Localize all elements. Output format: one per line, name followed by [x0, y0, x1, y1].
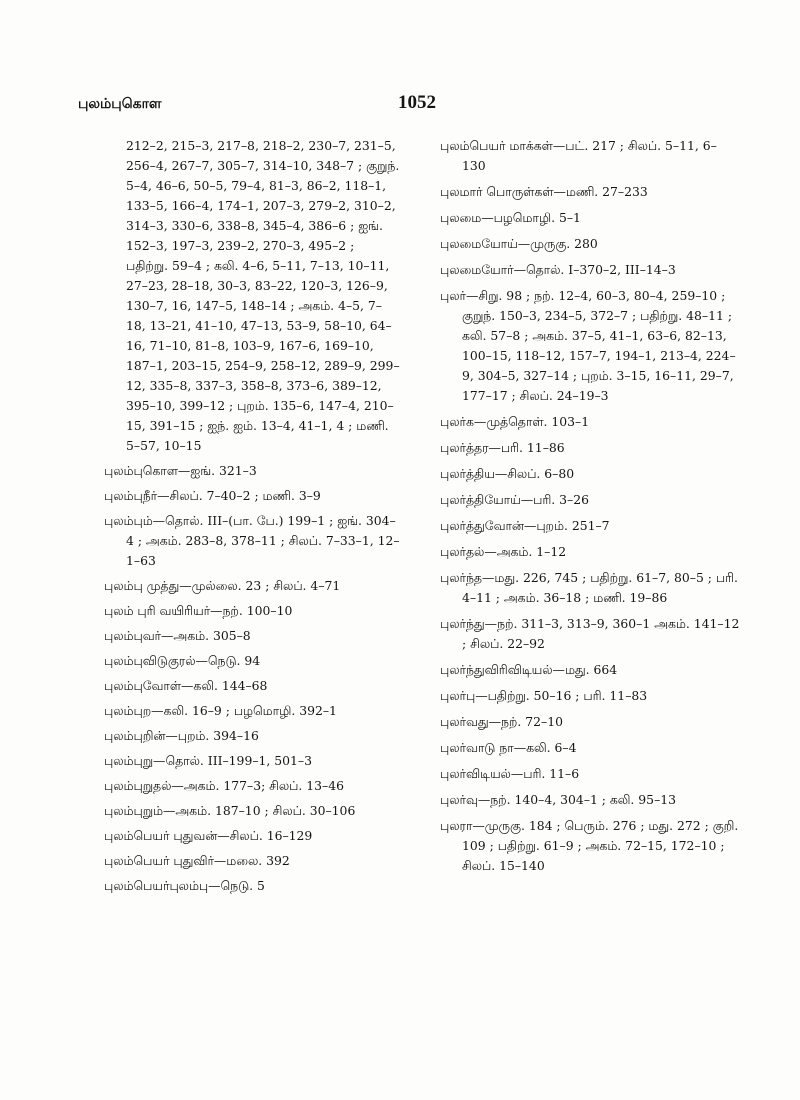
index-entry: புலம்புவர்—அகம். 305–8: [104, 628, 251, 643]
running-head: புலம்புகொள: [78, 96, 162, 112]
index-entry: புலர்ந்து—நற். 311–3, 313–9, 360–1 அகம். 141–12 ; சிலப். 22–92: [440, 616, 740, 651]
index-entry: புலமார் பொருள்கள்—மணி. 27–233: [440, 184, 648, 199]
index-entry: புலமையோர்—தொல். I–370–2, III–14–3: [440, 262, 676, 277]
index-entry: புலம்புறும்—அகம். 187–10 ; சிலப். 30–106: [104, 803, 356, 818]
index-entry: புலரா—முருகு. 184 ; பெரும். 276 ; மது. 272 ; குறி. 109 ; பதிற்று. 61–9 ; அகம். 72–15, 172–10 ; சிலப். 15–140: [440, 818, 739, 873]
index-entry: புலர்தல்—அகம். 1–12: [440, 544, 567, 559]
index-entry: 212–2, 215–3, 217–8, 218–2, 230–7, 231–5, 256–4, 267–7, 305–7, 314–10, 348–7 ; குறுந். 5–4, 46–6, 50–5, 79–4, 81–3, 86–2, 118–1, 133–5, 166–4, 174–1, 207–3, 279–2, 310–2, 314–3, 330–6, 338–8, 345–4, 386–6 ; ஐங். 152–3, 197–3, 239–2, 270–3, 495–2 ; பதிற்று. 59–4 ; கலி. 4–6, 5–11, 7–13, 10–11, 27–23, 28–18, 30–3, 83–22, 120–3, 126–9, 130–7, 16, 147–5, 148–14 ; அகம். 4–5, 7–18, 13–21, 41–10, 47–13, 53–9, 58–10, 64–16, 71–10, 81–8, 103–9, 167–6, 169–10, 187–1, 203–15, 254–9, 258–12, 289–9, 299–12, 335–8, 337–3, 358–8, 373–6, 389–12, 395–10, 399–12 ; புறம். 135–6, 147–4, 210–15, 391–15 ; ஐந். ஐம். 13–4, 41–1, 4 ; மணி. 5–57, 10–15: [126, 138, 400, 453]
index-entry: புலர்—சிறு. 98 ; நற். 12–4, 60–3, 80–4, 259–10 ; குறுந். 150–3, 234–5, 372–7 ; பதிற்று. 48–11 ; கலி. 57–8 ; அகம். 37–5, 41–1, 63–6, 82–13, 100–15, 118–12, 157–7, 194–1, 213–4, 224–9, 304–5, 327–14 ; புறம். 3–15, 16–11, 29–7, 177–17 ; சிலப். 24–19–3: [440, 288, 736, 403]
index-entry: புலம்புறின்—புறம். 394–16: [104, 728, 259, 743]
index-entry: புலம்பெயர் புதுவன்—சிலப். 16–129: [104, 828, 313, 843]
index-entry: புலம்பெயர்புலம்பு—நெடு. 5: [104, 878, 265, 893]
index-entry: புலர்த்தர—பரி. 11–86: [440, 440, 565, 455]
index-entry: புலர்ந்துவிரிவிடியல்—மது. 664: [440, 662, 618, 677]
index-entry: புலர்த்தியோய்—பரி. 3–26: [440, 492, 589, 507]
index-entry: புலமை—பழமொழி. 5–1: [440, 210, 581, 225]
index-entry: புலர்வு—நற். 140–4, 304–1 ; கலி. 95–13: [440, 792, 677, 807]
left-column: [104, 136, 400, 901]
index-entry: புலர்பு—பதிற்று. 50–16 ; பரி. 11–83: [440, 688, 648, 703]
index-entry: புலம்புறு—தொல். III–199–1, 501–3: [104, 753, 313, 768]
index-entry: புலம் புரி வயிரியர்—நற். 100–10: [104, 603, 293, 618]
index-entry: புலம்புவோள்—கலி. 144–68: [104, 678, 268, 693]
index-entry: புலர்க—முத்தொள். 103–1: [440, 414, 590, 429]
index-entry: புலமையோய்—முருகு. 280: [440, 236, 598, 251]
index-entry: புலர்வாடு நா—கலி. 6–4: [440, 740, 577, 755]
index-entry: புலம்பு முத்து—முல்லை. 23 ; சிலப். 4–71: [104, 578, 341, 593]
page-number: 1052: [398, 92, 436, 113]
index-entry: புலம்புகொள—ஐங். 321–3: [104, 463, 257, 478]
index-entry: புலம்புநீர்—சிலப். 7–40–2 ; மணி. 3–9: [104, 488, 321, 503]
index-entry: புலர்த்துவோன்—புறம். 251–7: [440, 518, 610, 533]
index-entry: புலம்புவிடுகுரல்—நெடு. 94: [104, 653, 261, 668]
index-entry: புலர்வது—நற். 72–10: [440, 714, 563, 729]
index-entry: புலர்த்திய—சிலப். 6–80: [440, 466, 575, 481]
index-entry: புலம்புற—கலி. 16–9 ; பழமொழி. 392–1: [104, 703, 337, 718]
index-entry: புலர்விடியல்—பரி. 11–6: [440, 766, 580, 781]
index-entry: புலம்பெயர் மாக்கள்—பட். 217 ; சிலப். 5–11, 6–130: [440, 138, 717, 173]
right-column: [440, 136, 740, 882]
index-entry: புலம்பெயர் புதுவிர்—மலை. 392: [104, 853, 290, 868]
index-entry: புலம்பும்—தொல். III–(பா. பே.) 199–1 ; ஐங். 304–4 ; அகம். 283–8, 378–11 ; சிலப். 7–33–1, 12–1–63: [104, 513, 400, 568]
index-entry: புலம்புறுதல்—அகம். 177–3; சிலப். 13–46: [104, 778, 345, 793]
index-entry: புலர்ந்த—மது. 226, 745 ; பதிற்று. 61–7, 80–5 ; பரி. 4–11 ; அகம். 36–18 ; மணி. 19–86: [440, 570, 738, 605]
